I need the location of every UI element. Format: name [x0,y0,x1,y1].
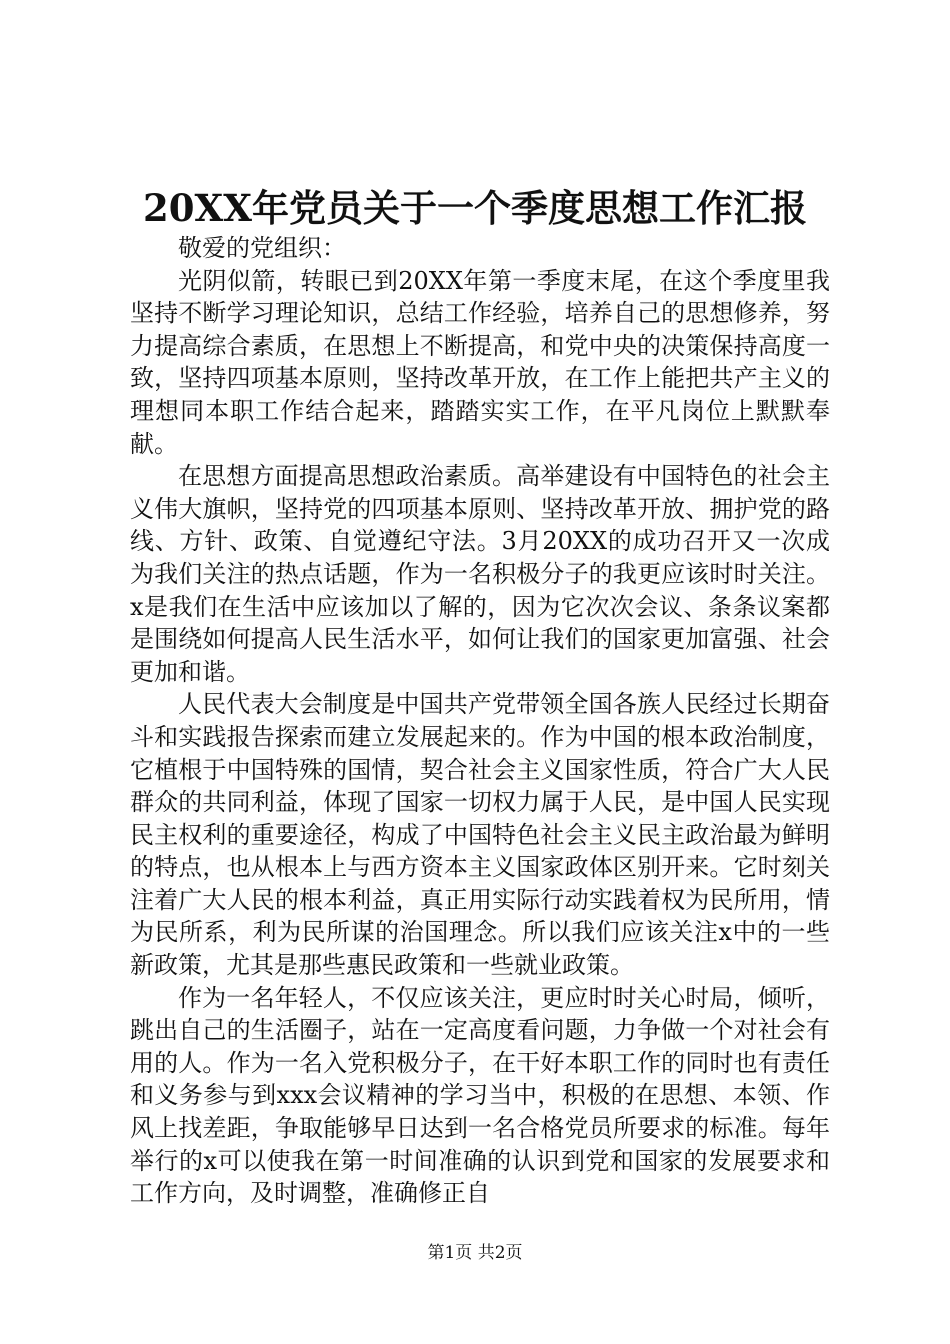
page-footer: 第1页 共2页 [427,1243,523,1263]
paragraph-4: 作为一名年轻人，不仅应该关注，更应时时关心时局，倾听，跳出自己的生活圈子，站在一定高度看问题，力争做一个对社会有用的人。作为一名入党积极分子，在干好本职工作的同时也有责任和义务参与到xxx会议精神的学习当中，积极的在思想、本领、作风上找差距，争取能够早日达到一名合格党员所要求的标准。每年举行的x可以使我在第一时间准确的认识到党和国家的发展要求和工作方向，及时调整，准确修正自 [130,983,830,1208]
paragraph-1: 光阴似箭，转眼已到20XX年第一季度末尾，在这个季度里我坚持不断学习理论知识，总结工作经验，培养自己的思想修养，努力提高综合素质，在思想上不断提高，和党中央的决策保持高度一致，坚持四项基本原则，坚持改革开放，在工作上能把共产主义的理想同本职工作结合起来，踏踏实实工作，在平凡岗位上默默奉献。 [130,266,830,458]
paragraph-3: 人民代表大会制度是中国共产党带领全国各族人民经过长期奋斗和实践报告探索而建立发展起来的。作为中国的根本政治制度，它植根于中国特殊的国情，契合社会主义国家性质，符合广大人民群众的共同利益，体现了国家一切权力属于人民，是中国人民实现民主权利的重要途径，构成了中国特色社会主义民主政治最为鲜明的特点，也从根本上与西方资本主义国家政体区别开来。它时刻关注着广大人民的根本利益，真正用实际行动实践着权为民所用，情为民所系，利为民所谋的治国理念。所以我们应该关注x中的一些新政策，尤其是那些惠民政策和一些就业政策。 [130,690,830,980]
salutation: 敬爱的党组织： [178,234,346,262]
document-title: 20XX年党员关于一个季度思想工作汇报 [143,186,807,230]
document-body [130,232,830,1210]
paragraph-2: 在思想方面提高思想政治素质。高举建设有中国特色的社会主义伟大旗帜，坚持党的四项基本原则、坚持改革开放、拥护党的路线、方针、政策、自觉遵纪守法。3月20XX的成功召开又一次成为我们关注的热点话题，作为一名积极分子的我更应该时时关注。x是我们在生活中应该加以了解的，因为它次次会议、条条议案都是围绕如何提高人民生活水平，如何让我们的国家更加富强、社会更加和谐。 [130,462,830,686]
